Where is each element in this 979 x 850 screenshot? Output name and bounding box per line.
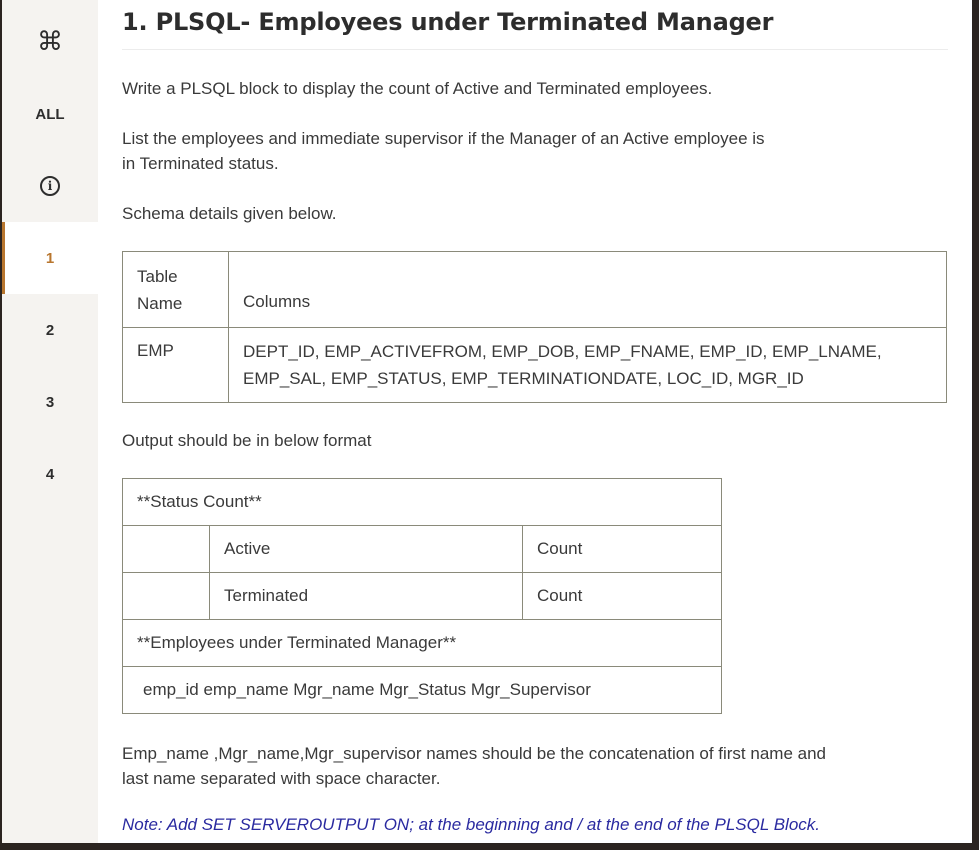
serveroutput-note: Note: Add SET SERVEROUTPUT ON; at the beginning and / at the end of the PLSQL Block. xyxy=(122,815,821,834)
status-count-header: **Status Count** xyxy=(123,479,722,526)
concat-note: Emp_name ,Mgr_name,Mgr_supervisor names should be the concatenation of first name and xyxy=(122,744,826,763)
title-divider xyxy=(122,49,948,50)
sidebar-item-label: 1 xyxy=(45,249,55,267)
question-paragraph: in Terminated status. xyxy=(122,154,279,173)
command-icon: ⌘ xyxy=(37,27,63,57)
sidebar-item-question-1[interactable] xyxy=(2,222,98,294)
app-window xyxy=(2,0,972,843)
schema-header-table: Table Name xyxy=(123,252,229,328)
employees-columns: emp_id emp_name Mgr_name Mgr_Status Mgr_Supervisor xyxy=(123,667,722,714)
table-cell xyxy=(123,526,210,573)
question-content xyxy=(122,0,952,843)
schema-cell-columns: DEPT_ID, EMP_ACTIVEFROM, EMP_DOB, EMP_FNAME, EMP_ID, EMP_LNAME, EMP_SAL, EMP_STATUS, EMP_TERMINATIONDATE, LOC_ID, MGR_ID xyxy=(229,328,947,403)
concat-note: last name separated with space character. xyxy=(122,769,441,788)
info-button[interactable] xyxy=(2,150,98,222)
sidebar-item-question-4[interactable] xyxy=(2,438,98,510)
question-paragraph: Write a PLSQL block to display the count of Active and Terminated employees. xyxy=(122,79,713,98)
output-format-table xyxy=(122,478,722,714)
active-count: Count xyxy=(523,526,722,573)
question-paragraph: Schema details given below. xyxy=(122,204,337,223)
schema-header-columns: Columns xyxy=(229,252,947,328)
schema-table xyxy=(122,251,947,403)
sidebar-item-label: 4 xyxy=(45,465,55,483)
sidebar-item-question-3[interactable] xyxy=(2,366,98,438)
sidebar-item-label: 2 xyxy=(45,321,55,339)
schema-cell-table: EMP xyxy=(123,328,229,403)
output-intro: Output should be in below format xyxy=(122,431,372,450)
terminated-label: Terminated xyxy=(210,573,523,620)
question-sidebar xyxy=(2,0,98,843)
terminated-count: Count xyxy=(523,573,722,620)
sidebar-item-all[interactable] xyxy=(2,78,98,150)
question-title: 1. PLSQL- Employees under Terminated Manager xyxy=(122,8,774,36)
employees-header: **Employees under Terminated Manager** xyxy=(123,620,722,667)
sidebar-item-label: ALL xyxy=(35,105,65,123)
active-label: Active xyxy=(210,526,523,573)
command-button[interactable] xyxy=(2,6,98,78)
info-icon: i xyxy=(40,176,60,196)
question-paragraph: List the employees and immediate supervisor if the Manager of an Active employee is xyxy=(122,129,765,148)
sidebar-item-label: 3 xyxy=(45,393,55,411)
sidebar-item-question-2[interactable] xyxy=(2,294,98,366)
table-cell xyxy=(123,573,210,620)
